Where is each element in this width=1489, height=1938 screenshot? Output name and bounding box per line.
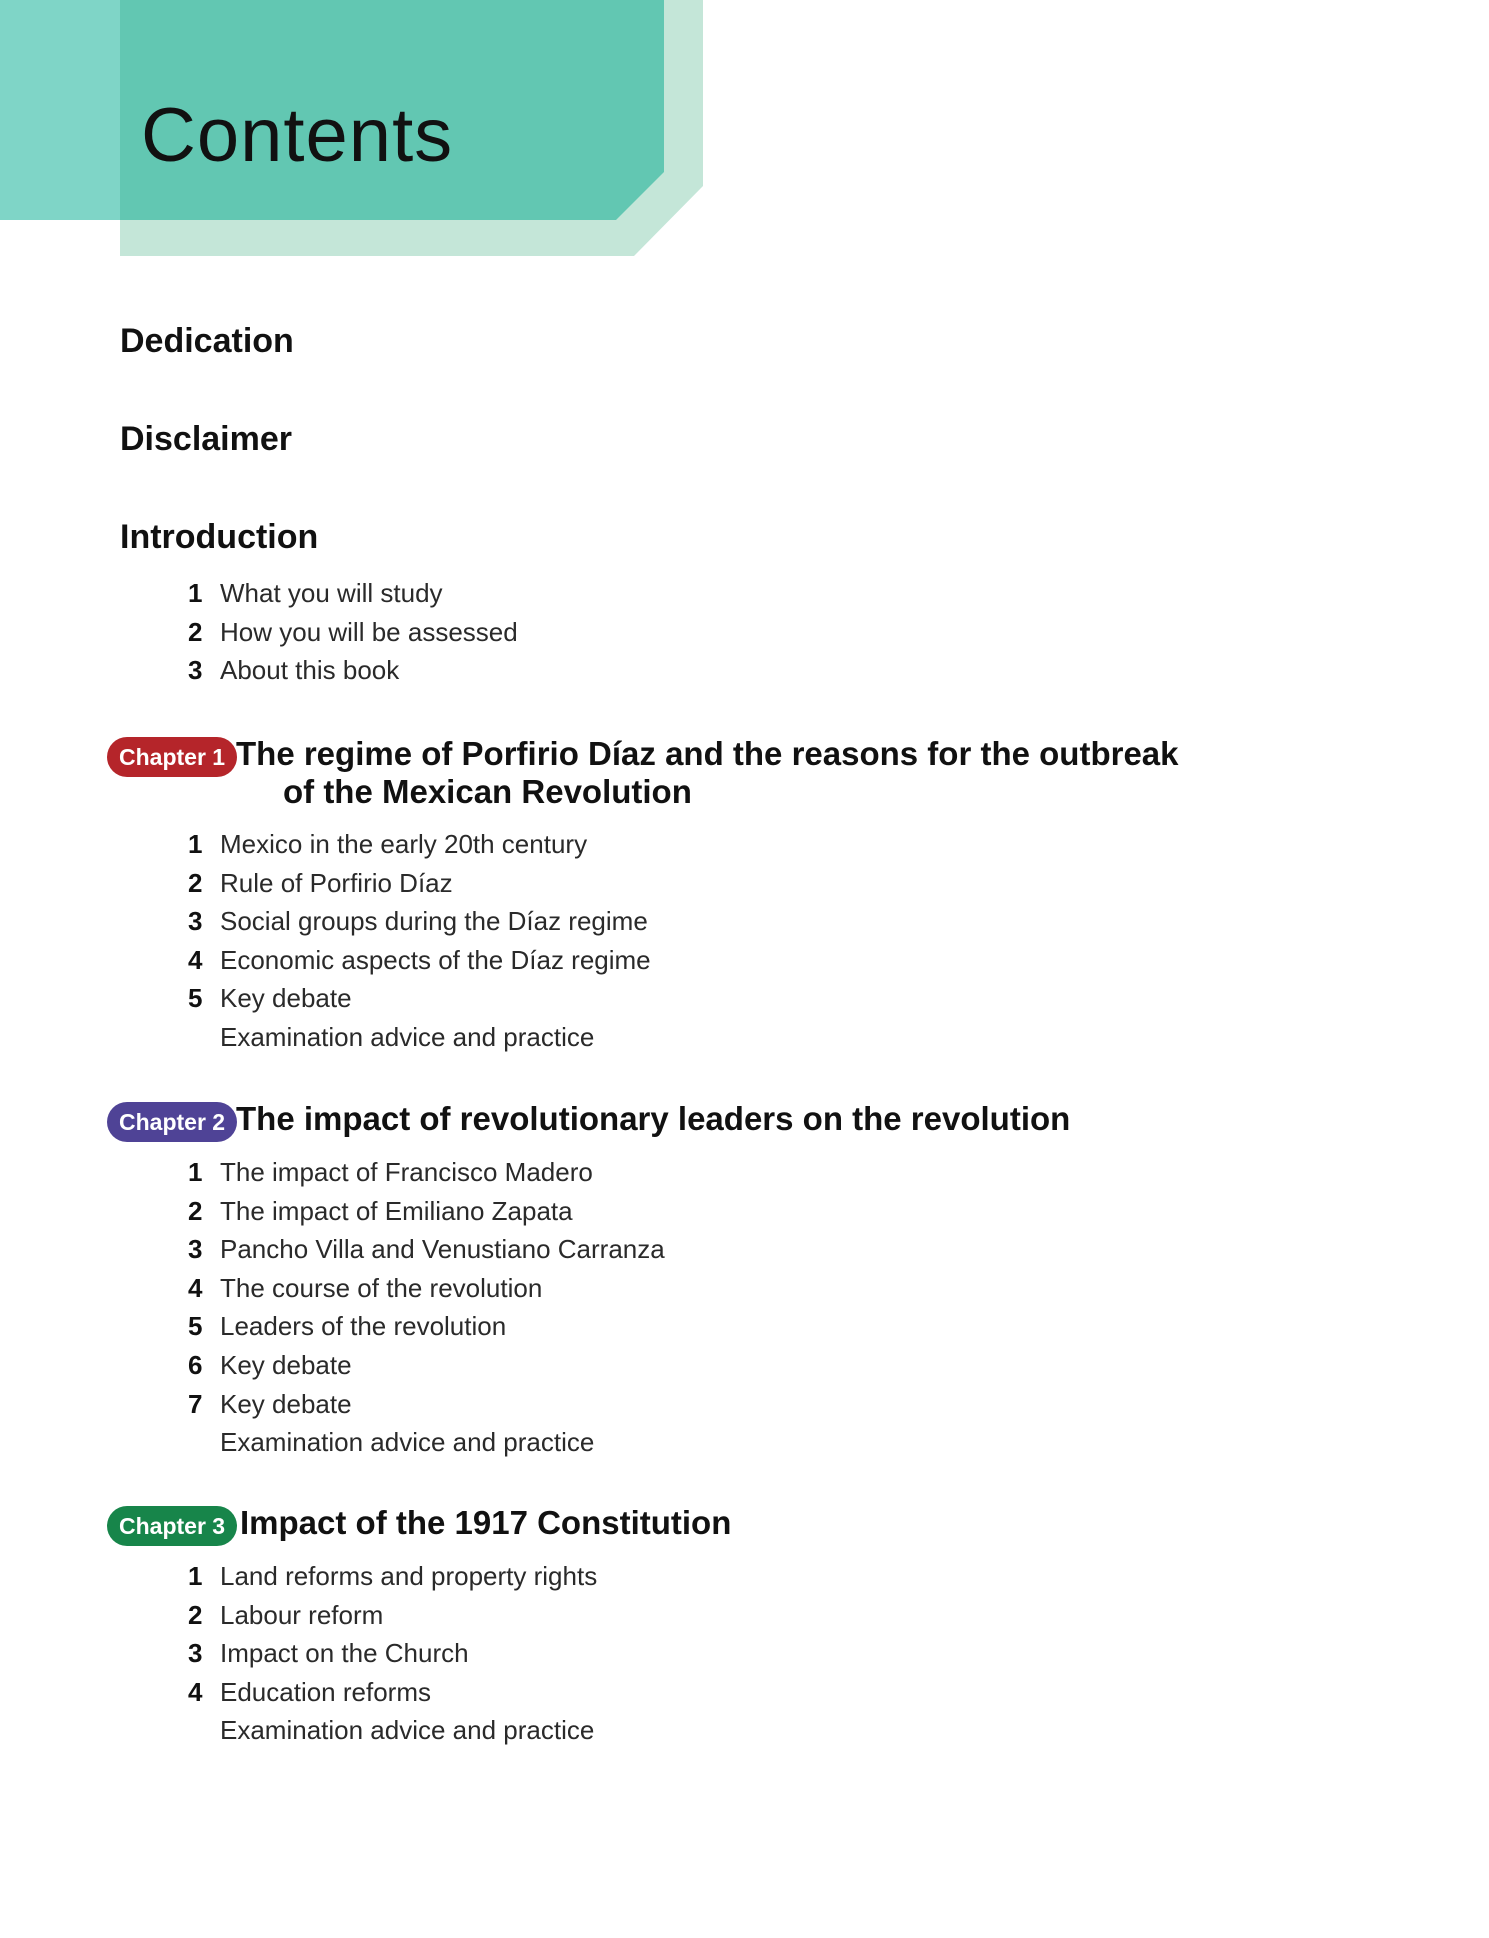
chapter-3-title[interactable] (240, 1504, 731, 1542)
item-number: 3 (188, 1638, 203, 1669)
chapter-2-title-line1: The impact of revolutionary leaders on the revolution (236, 1100, 1071, 1137)
item-text: Economic aspects of the Díaz regime (220, 944, 651, 975)
item-text: The course of the revolution (220, 1272, 543, 1303)
list-item[interactable] (188, 864, 651, 903)
item-text: Key debate (220, 983, 352, 1014)
item-text: What you will study (220, 578, 443, 608)
item-number: 2 (188, 616, 203, 647)
item-text: Labour reform (220, 1599, 384, 1630)
item-text: The impact of Emiliano Zapata (220, 1195, 573, 1226)
list-item[interactable] (188, 1153, 665, 1192)
list-item[interactable] (188, 574, 518, 613)
item-text: Mexico in the early 20th century (220, 829, 588, 859)
item-text: Land reforms and property rights (220, 1561, 598, 1591)
item-number: 4 (188, 944, 203, 975)
item-text: Key debate (220, 1388, 352, 1419)
chapter-1-title-line1: The regime of Porfirio Díaz and the reasons for the outbreak (236, 735, 1179, 772)
list-item[interactable] (188, 902, 651, 941)
item-text: Social groups during the Díaz regime (220, 906, 648, 937)
header-band-left (0, 0, 120, 220)
list-item[interactable] (188, 1711, 597, 1750)
item-number: 2 (188, 1599, 203, 1630)
toc-dedication[interactable]: Dedication (120, 322, 294, 360)
chapter-3-title-line1: Impact of the 1917 Constitution (240, 1504, 732, 1541)
list-item[interactable] (188, 1673, 597, 1712)
list-item[interactable] (188, 1596, 597, 1635)
chapter-3-list (188, 1557, 597, 1750)
list-item[interactable] (188, 1423, 665, 1462)
list-item[interactable] (188, 651, 518, 690)
list-item[interactable] (188, 979, 651, 1018)
item-number: 1 (188, 578, 203, 608)
item-text: The impact of Francisco Madero (220, 1157, 593, 1187)
item-number: 1 (188, 1561, 203, 1591)
list-item[interactable] (188, 1230, 665, 1269)
item-number: 5 (188, 983, 203, 1014)
item-number: 7 (188, 1388, 203, 1419)
chapter-2-list (188, 1153, 665, 1462)
chapter-1-badge: Chapter 1 (107, 737, 237, 777)
chapter-1-title[interactable] (236, 735, 1179, 811)
list-item[interactable] (188, 825, 651, 864)
item-text: Impact on the Church (220, 1638, 469, 1669)
item-number: 4 (188, 1272, 203, 1303)
item-number: 6 (188, 1349, 203, 1380)
item-text: Leaders of the revolution (220, 1311, 507, 1342)
chapter-1-list (188, 825, 651, 1057)
item-text: Pancho Villa and Venustiano Carranza (220, 1234, 665, 1265)
item-text: Rule of Porfirio Díaz (220, 867, 453, 898)
list-item[interactable] (188, 1557, 597, 1596)
item-text: How you will be assessed (220, 616, 518, 647)
list-item[interactable] (188, 1385, 665, 1424)
item-text: Key debate (220, 1349, 352, 1380)
chapter-2-badge: Chapter 2 (107, 1102, 237, 1142)
item-text: About this book (220, 655, 400, 686)
introduction-list (188, 574, 518, 690)
chapter-2-title[interactable] (236, 1100, 1070, 1138)
list-item[interactable] (188, 1346, 665, 1385)
list-item[interactable] (188, 1269, 665, 1308)
chapter-3-badge: Chapter 3 (107, 1506, 237, 1546)
list-item[interactable] (188, 613, 518, 652)
item-number: 3 (188, 1234, 203, 1265)
item-number: 1 (188, 1157, 203, 1187)
item-text: Examination advice and practice (220, 1021, 595, 1052)
item-text: Examination advice and practice (220, 1715, 595, 1746)
chapter-1-title-line2: of the Mexican Revolution (283, 773, 692, 810)
item-number: 4 (188, 1676, 203, 1707)
list-item[interactable] (188, 941, 651, 980)
page-title: Contents (141, 93, 454, 178)
item-text: Examination advice and practice (220, 1427, 595, 1458)
item-number: 3 (188, 655, 203, 686)
item-number: 2 (188, 1195, 203, 1226)
list-item[interactable] (188, 1192, 665, 1231)
toc-introduction[interactable]: Introduction (120, 518, 319, 556)
list-item[interactable] (188, 1307, 665, 1346)
list-item[interactable] (188, 1634, 597, 1673)
item-text: Education reforms (220, 1676, 431, 1707)
item-number: 2 (188, 867, 203, 898)
item-number: 3 (188, 906, 203, 937)
list-item[interactable] (188, 1018, 651, 1057)
item-number: 1 (188, 829, 203, 859)
item-number: 5 (188, 1311, 203, 1342)
toc-disclaimer[interactable]: Disclaimer (120, 420, 292, 458)
